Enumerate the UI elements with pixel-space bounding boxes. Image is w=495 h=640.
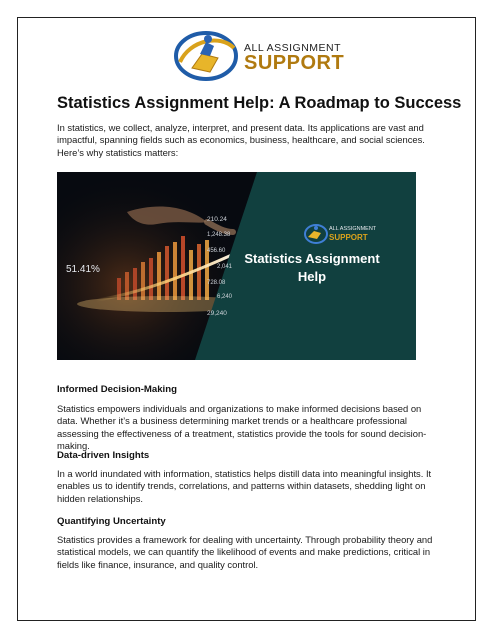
banner-number: 456.60 (207, 248, 226, 254)
section-heading: Informed Decision-Making (57, 384, 177, 395)
banner-logo-line1: ALL ASSIGNMENT (329, 226, 377, 232)
logo-text-line2: SUPPORT (244, 52, 345, 74)
section-heading: Quantifying Uncertainty (57, 516, 166, 527)
banner-title-line2: Help (297, 269, 327, 284)
banner-number: 728.08 (207, 280, 226, 286)
page-title: Statistics Assignment Help: A Roadmap to Success (57, 94, 462, 112)
banner-number: 210.24 (207, 216, 227, 223)
banner-number: 2,041 (217, 264, 233, 270)
banner-title (230, 250, 394, 286)
banner-logo-line2: SUPPORT (329, 233, 368, 242)
banner-image (57, 172, 416, 360)
section-body: Statistics empowers individuals and organizations to make informed decisions based on data. Whether it’s a business determining market trends or a healthcare professional assessing the effectiveness of a treatment, statistics provide the tools for sound decision-making. (57, 403, 427, 452)
intro-paragraph: In statistics, we collect, analyze, interpret, and present data. Its applications are vast and impactful, spanning fields such as economics, business, healthcare, and social sciences. Here’s why statistics matters: (57, 122, 425, 158)
banner-number: 6,240 (217, 294, 233, 300)
banner-number: 1,248.38 (207, 232, 231, 238)
section-body: Statistics provides a framework for dealing with uncertainty. Through probability theory and statistical models, we can quantify the likelihood of events and make predictions, critical in fields like finance, insurance, and quality control. (57, 534, 433, 570)
section-body: In a world inundated with information, statistics helps distill data into meaningful insights. It enables us to identify trends, correlations, and patterns within datasets, shedding light on hidden relationships. (57, 468, 432, 504)
logo-text-line1: ALL ASSIGNMENT (244, 42, 342, 54)
banner-percent: 51.41% (66, 264, 100, 275)
banner-logo-emblem-icon (303, 222, 329, 246)
section-heading: Data-driven Insights (57, 450, 150, 461)
banner-number: 29,240 (207, 310, 227, 317)
banner-title-line1: Statistics Assignment (244, 251, 380, 266)
